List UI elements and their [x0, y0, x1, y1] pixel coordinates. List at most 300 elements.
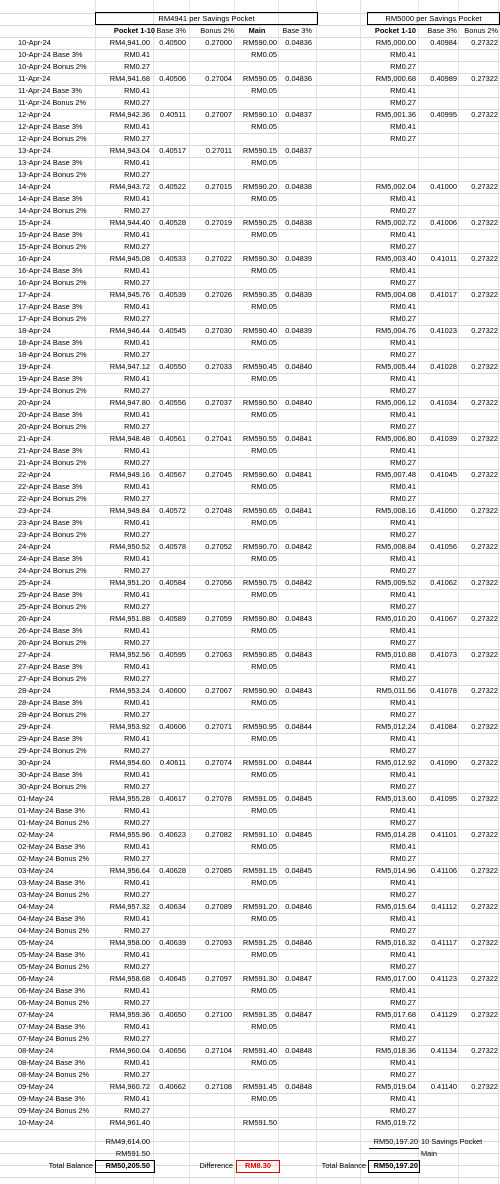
right-pocket-balance: RM5,010.20: [375, 614, 416, 623]
date-cell: 07-May-24: [18, 1010, 54, 1019]
right-pocket-balance: RM5,012.92: [375, 758, 416, 767]
bonus-row-suffix: Bonus 2%: [50, 278, 87, 287]
bonus-row-suffix: Bonus 2%: [53, 1070, 90, 1079]
bonus-row-label: [18, 925, 94, 937]
main-balance: RM590.20: [242, 182, 277, 191]
main-balance: RM590.15: [242, 146, 277, 155]
right-base-amount: RM0.41: [390, 986, 416, 995]
date-cell: 05-May-24: [18, 938, 54, 947]
base-main-amount: RM0.05: [251, 518, 277, 527]
pocket-balance: RM4,958.68: [109, 974, 150, 983]
pocket-base-interest: 0.40662: [159, 1082, 186, 1091]
right-base-interest: 0.40989: [430, 74, 457, 83]
pocket-bonus-interest: 0.27007: [205, 110, 232, 119]
right-bonus-amount: RM0.27: [390, 674, 416, 683]
main-balance: RM590.60: [242, 470, 277, 479]
right-bonus-interest: 0.27322: [471, 74, 498, 83]
date-cell: 08-May-24: [18, 1046, 54, 1055]
bonus-row-label: [18, 349, 94, 361]
pocket-base-interest: 0.40545: [159, 326, 186, 335]
base-main-amount: RM0.05: [251, 626, 277, 635]
pocket-balance: RM4,948.48: [109, 434, 150, 443]
bonus-pocket-amount: RM0.27: [124, 494, 150, 503]
main-balance: RM591.30: [242, 974, 277, 983]
bonus-row-date: 04-May-24: [18, 926, 54, 935]
base-row-suffix: Base 3%: [50, 338, 83, 347]
bonus-row-date: 25-Apr-24: [18, 602, 51, 611]
pocket-base-interest: 0.40528: [159, 218, 186, 227]
date-cell: 18-Apr-24: [18, 326, 51, 335]
right-base-interest: 0.41073: [430, 650, 457, 659]
right-bonus-amount: RM0.27: [390, 746, 416, 755]
pocket-balance: RM4,959.36: [109, 1010, 150, 1019]
pocket-base-interest: 0.40606: [159, 722, 186, 731]
main-balance: RM590.80: [242, 614, 277, 623]
pocket-balance: RM4,949.16: [109, 470, 150, 479]
column-gridline: [458, 0, 459, 1184]
pocket-bonus-interest: 0.27082: [205, 830, 232, 839]
pocket-bonus-interest: 0.27011: [205, 146, 232, 155]
base-row-label: [18, 481, 94, 493]
base-main-amount: RM0.05: [251, 410, 277, 419]
base-row-date: 27-Apr-24: [18, 662, 51, 671]
date-cell: 17-Apr-24: [18, 290, 51, 299]
base-row-label: [18, 337, 94, 349]
base-row-suffix: Base 3%: [50, 374, 83, 383]
right-bonus-amount: RM0.27: [390, 530, 416, 539]
base-pocket-amount: RM0.41: [124, 518, 150, 527]
date-cell: 21-Apr-24: [18, 434, 51, 443]
base-main-amount: RM0.05: [251, 698, 277, 707]
right-bonus-interest: 0.27322: [471, 686, 498, 695]
right-base-interest: 0.41006: [430, 218, 457, 227]
column-gridline: [153, 0, 154, 1184]
right-pocket-balance: RM5,016.32: [375, 938, 416, 947]
right-pocket-balance: RM5,017.00: [375, 974, 416, 983]
bonus-row-suffix: Bonus 2%: [53, 854, 90, 863]
date-cell: 12-Apr-24: [18, 110, 51, 119]
bonus-row-date: 06-May-24: [18, 998, 54, 1007]
pocket-bonus-interest: 0.27078: [205, 794, 232, 803]
bonus-pocket-amount: RM0.27: [124, 638, 150, 647]
right-bonus-interest: 0.27322: [471, 578, 498, 587]
bonus-pocket-amount: RM0.27: [124, 134, 150, 143]
left-pockets-total: RM49,614.00: [105, 1137, 150, 1146]
base-row-suffix: Base 3%: [50, 302, 83, 311]
bonus-row-label: [18, 1105, 94, 1117]
base-pocket-amount: RM0.41: [124, 266, 150, 275]
bonus-pocket-amount: RM0.27: [124, 962, 150, 971]
bonus-pocket-amount: RM0.27: [124, 98, 150, 107]
base-row-suffix: Base 3%: [50, 482, 83, 491]
pocket-base-interest: 0.40650: [159, 1010, 186, 1019]
right-base-interest: 0.41129: [430, 1010, 457, 1019]
right-pocket-balance: RM5,003.40: [375, 254, 416, 263]
pocket-base-interest: 0.40628: [159, 866, 186, 875]
right-base-amount: RM0.41: [390, 626, 416, 635]
right-pocket-balance: RM5,013.60: [375, 794, 416, 803]
base-pocket-amount: RM0.41: [124, 1094, 150, 1103]
pocket-base-interest: 0.40617: [159, 794, 186, 803]
pocket-balance: RM4,949.84: [109, 506, 150, 515]
right-base-interest: 0.41028: [430, 362, 457, 371]
pocket-base-interest: 0.40634: [159, 902, 186, 911]
base-row-suffix: Base 3%: [53, 1094, 85, 1103]
base-row-label: [18, 1057, 94, 1069]
pocket-base-interest: 0.40539: [159, 290, 186, 299]
right-base-interest: 0.41067: [430, 614, 457, 623]
base-row-date: 11-Apr-24: [18, 86, 51, 95]
base-row-label: [18, 805, 94, 817]
base-row-date: 12-Apr-24: [18, 122, 51, 131]
right-base-interest: 0.41011: [430, 254, 457, 263]
bonus-row-label: [18, 97, 94, 109]
base-row-suffix: Base 3%: [50, 698, 83, 707]
pocket-bonus-interest: 0.27041: [205, 434, 232, 443]
pocket-bonus-interest: 0.27037: [205, 398, 232, 407]
right-pocket-balance: RM5,002.72: [375, 218, 416, 227]
left-group-title: RM4941 per Savings Pocket: [95, 12, 318, 25]
right-bonus-amount: RM0.27: [390, 278, 416, 287]
base-row-date: 05-May-24: [18, 950, 54, 959]
column-gridline: [278, 0, 279, 1184]
right-bonus-amount: RM0.27: [390, 134, 416, 143]
bonus-row-suffix: Bonus 2%: [50, 350, 87, 359]
pocket-bonus-interest: 0.27045: [205, 470, 232, 479]
bonus-row-date: 10-Apr-24: [18, 62, 51, 71]
base-pocket-amount: RM0.41: [124, 950, 150, 959]
bonus-pocket-amount: RM0.27: [124, 458, 150, 467]
pocket-bonus-interest: 0.27015: [205, 182, 232, 191]
base-row-label: [18, 913, 94, 925]
base-row-label: [18, 1093, 94, 1105]
right-bonus-interest: 0.27322: [471, 362, 498, 371]
bonus-row-label: [18, 205, 94, 217]
bonus-pocket-amount: RM0.27: [124, 746, 150, 755]
bonus-row-date: 24-Apr-24: [18, 566, 51, 575]
base-row-label: [18, 409, 94, 421]
right-base-amount: RM0.41: [390, 1022, 416, 1031]
main-balance: RM591.40: [242, 1046, 277, 1055]
bonus-row-date: 09-May-24: [18, 1106, 54, 1115]
pocket-base-interest: 0.40623: [159, 830, 186, 839]
base-main-amount: RM0.05: [251, 302, 277, 311]
base-row-label: [18, 373, 94, 385]
main-balance: RM590.45: [242, 362, 277, 371]
pocket-base-interest: 0.40639: [159, 938, 186, 947]
pocket-bonus-interest: 0.27048: [205, 506, 232, 515]
pocket-base-interest: 0.40517: [159, 146, 186, 155]
right-bonus-amount: RM0.27: [390, 566, 416, 575]
bonus-row-date: 15-Apr-24: [18, 242, 51, 251]
right-bonus-amount: RM0.27: [390, 386, 416, 395]
right-base-amount: RM0.41: [390, 554, 416, 563]
main-base-interest: 0.04839: [285, 290, 312, 299]
date-cell: 06-May-24: [18, 974, 54, 983]
pocket-base-interest: 0.40550: [159, 362, 186, 371]
main-base-interest: 0.04843: [285, 650, 312, 659]
right-bonus-interest: 0.27322: [471, 290, 498, 299]
right-bonus-amount: RM0.27: [390, 206, 416, 215]
right-base-amount: RM0.41: [390, 266, 416, 275]
right-bonus-amount: RM0.27: [390, 854, 416, 863]
bonus-row-label: [18, 133, 94, 145]
bonus-row-suffix: Bonus 2%: [50, 674, 87, 683]
base-pocket-amount: RM0.41: [124, 374, 150, 383]
main-balance: RM590.90: [242, 686, 277, 695]
base-row-date: 26-Apr-24: [18, 626, 51, 635]
main-base-interest: 0.04841: [285, 434, 312, 443]
date-cell: 09-May-24: [18, 1082, 54, 1091]
right-bonus-amount: RM0.27: [390, 638, 416, 647]
right-base-interest: 0.41050: [430, 506, 457, 515]
bonus-pocket-amount: RM0.27: [124, 422, 150, 431]
right-base-interest: 0.40984: [430, 38, 457, 47]
base-row-date: 21-Apr-24: [18, 446, 51, 455]
main-base-interest: 0.04838: [285, 218, 312, 227]
bonus-row-date: 18-Apr-24: [18, 350, 51, 359]
header-right-bonus: Bonus 2%: [464, 26, 498, 35]
bonus-row-suffix: Bonus 2%: [50, 782, 87, 791]
pocket-balance: RM4,957.32: [109, 902, 150, 911]
base-main-amount: RM0.05: [251, 734, 277, 743]
row-gridline: [0, 1129, 500, 1130]
bonus-row-suffix: Bonus 2%: [50, 710, 87, 719]
right-bonus-interest: [459, 145, 498, 157]
bonus-row-label: [18, 853, 94, 865]
bonus-row-suffix: Bonus 2%: [50, 134, 87, 143]
right-base-amount: RM0.41: [390, 302, 416, 311]
right-bonus-amount: RM0.27: [390, 1106, 416, 1115]
base-pocket-amount: RM0.41: [124, 50, 150, 59]
main-base-interest: 0.04844: [285, 722, 312, 731]
header-left-base: Base 3%: [156, 26, 186, 35]
right-bonus-interest: 0.27322: [471, 794, 498, 803]
bonus-row-suffix: Bonus 2%: [50, 62, 87, 71]
bonus-row-date: 27-Apr-24: [18, 674, 51, 683]
main-balance: RM590.85: [242, 650, 277, 659]
date-cell: 30-Apr-24: [18, 758, 51, 767]
main-base-interest: 0.04841: [285, 470, 312, 479]
main-base-interest: 0.04842: [285, 578, 312, 587]
main-balance: RM590.70: [242, 542, 277, 551]
main-base-interest: 0.04836: [285, 38, 312, 47]
right-bonus-amount: RM0.27: [390, 494, 416, 503]
base-row-date: 23-Apr-24: [18, 518, 51, 527]
pocket-base-interest: 0.40522: [159, 182, 186, 191]
right-total-top: RM50,197.20: [373, 1137, 418, 1146]
bonus-row-date: 03-May-24: [18, 890, 54, 899]
main-balance: RM591.20: [242, 902, 277, 911]
right-base-amount: RM0.41: [390, 446, 416, 455]
column-gridline: [316, 0, 317, 1184]
bonus-row-date: 07-May-24: [18, 1034, 54, 1043]
right-pocket-balance: RM5,005.44: [375, 362, 416, 371]
right-bonus-amount: RM0.27: [390, 458, 416, 467]
bonus-row-date: 26-Apr-24: [18, 638, 51, 647]
base-row-suffix: Base 3%: [53, 914, 85, 923]
main-balance: RM590.35: [242, 290, 277, 299]
bonus-row-suffix: Bonus 2%: [53, 1106, 90, 1115]
bonus-row-suffix: Bonus 2%: [53, 890, 90, 899]
pocket-balance: RM4,945.08: [109, 254, 150, 263]
main-base-interest: 0.04845: [285, 830, 312, 839]
bonus-row-label: [18, 997, 94, 1009]
right-bonus-amount: RM0.27: [390, 926, 416, 935]
right-bonus-interest: 0.27322: [471, 758, 498, 767]
base-pocket-amount: RM0.41: [124, 770, 150, 779]
main-base-interest: 0.04838: [285, 182, 312, 191]
pocket-balance: RM4,954.60: [109, 758, 150, 767]
pocket-base-interest: 0.40556: [159, 398, 186, 407]
date-cell: 13-Apr-24: [18, 146, 51, 155]
bonus-row-label: [18, 1069, 94, 1081]
base-row-date: 29-Apr-24: [18, 734, 51, 743]
main-balance: RM590.65: [242, 506, 277, 515]
main-base-interest: 0.04840: [285, 398, 312, 407]
right-bonus-interest: 0.27322: [471, 902, 498, 911]
pocket-bonus-interest: 0.27033: [205, 362, 232, 371]
bonus-pocket-amount: RM0.27: [124, 1034, 150, 1043]
base-row-date: 19-Apr-24: [18, 374, 51, 383]
pocket-bonus-interest: 0.27089: [205, 902, 232, 911]
base-pocket-amount: RM0.41: [124, 410, 150, 419]
pocket-bonus-interest: 0.27067: [205, 686, 232, 695]
right-sum-underline: [369, 1148, 419, 1149]
right-note-savings: 10 Savings Pocket: [421, 1137, 483, 1146]
base-main-amount: RM0.05: [251, 158, 277, 167]
base-pocket-amount: RM0.41: [124, 662, 150, 671]
column-gridline: [189, 0, 190, 1184]
right-base-amount: RM0.41: [390, 806, 416, 815]
bonus-row-label: [18, 601, 94, 613]
header-right-pocket: Pocket 1-10: [374, 26, 416, 35]
right-base-amount: RM0.41: [390, 482, 416, 491]
bonus-row-date: 02-May-24: [18, 854, 54, 863]
right-bonus-amount: RM0.27: [390, 782, 416, 791]
bonus-row-suffix: Bonus 2%: [50, 170, 87, 179]
pocket-balance: RM4,956.64: [109, 866, 150, 875]
pocket-balance: RM4,946.44: [109, 326, 150, 335]
bonus-row-label: [18, 889, 94, 901]
base-main-amount: RM0.05: [251, 50, 277, 59]
base-pocket-amount: RM0.41: [124, 842, 150, 851]
right-bonus-interest: 0.27322: [471, 218, 498, 227]
bonus-row-date: 30-Apr-24: [18, 782, 51, 791]
base-main-amount: RM0.05: [251, 194, 277, 203]
bonus-pocket-amount: RM0.27: [124, 530, 150, 539]
base-row-date: 02-May-24: [18, 842, 54, 851]
right-pocket-balance: RM5,017.68: [375, 1010, 416, 1019]
main-base-interest: 0.04840: [285, 362, 312, 371]
right-pocket-balance: [362, 145, 416, 157]
bonus-row-date: 17-Apr-24: [18, 314, 51, 323]
right-base-interest: 0.41039: [430, 434, 457, 443]
base-row-label: [18, 445, 94, 457]
bonus-row-date: 20-Apr-24: [18, 422, 51, 431]
bonus-row-suffix: Bonus 2%: [53, 926, 90, 935]
bonus-row-date: 22-Apr-24: [18, 494, 51, 503]
pocket-balance: RM4,958.00: [109, 938, 150, 947]
right-base-interest: 0.41140: [430, 1082, 457, 1091]
difference-value: RM8.30: [245, 1161, 271, 1170]
pocket-balance: RM4,955.28: [109, 794, 150, 803]
right-base-amount: RM0.41: [390, 518, 416, 527]
right-bonus-amount: RM0.27: [390, 1034, 416, 1043]
base-row-suffix: Base 3%: [50, 122, 83, 131]
date-cell: 24-Apr-24: [18, 542, 51, 551]
main-balance: RM590.95: [242, 722, 277, 731]
base-main-amount: RM0.05: [251, 86, 277, 95]
pocket-base-interest: 0.40500: [159, 38, 186, 47]
right-total-balance-label: Total Balance: [321, 1161, 366, 1170]
bonus-row-label: [18, 421, 94, 433]
main-balance: RM590.55: [242, 434, 277, 443]
header-main: Main: [248, 26, 266, 35]
base-pocket-amount: RM0.41: [124, 158, 150, 167]
right-base-interest: 0.40995: [430, 110, 457, 119]
right-pocket-balance: RM5,018.36: [375, 1046, 416, 1055]
main-base-interest: 0.04845: [285, 866, 312, 875]
base-main-amount: RM0.05: [251, 914, 277, 923]
bonus-row-suffix: Bonus 2%: [50, 458, 87, 467]
main-base-interest: 0.04839: [285, 254, 312, 263]
pocket-bonus-interest: 0.27052: [205, 542, 232, 551]
pocket-balance: RM4,944.40: [109, 218, 150, 227]
main-base-interest: 0.04841: [285, 506, 312, 515]
right-pocket-balance: RM5,014.28: [375, 830, 416, 839]
date-cell: 27-Apr-24: [18, 650, 51, 659]
right-bonus-amount: RM0.27: [390, 242, 416, 251]
right-base-interest: 0.41084: [430, 722, 457, 731]
right-bonus-amount: RM0.27: [390, 62, 416, 71]
main-balance: RM590.10: [242, 110, 277, 119]
right-base-interest: 0.41062: [430, 578, 457, 587]
base-pocket-amount: RM0.41: [124, 302, 150, 311]
base-row-suffix: Base 3%: [53, 878, 85, 887]
base-row-suffix: Base 3%: [50, 230, 83, 239]
right-bonus-interest: 0.27322: [471, 1082, 498, 1091]
bonus-row-suffix: Bonus 2%: [53, 1034, 90, 1043]
right-base-interest: 0.41123: [430, 974, 457, 983]
pocket-bonus-interest: 0.27000: [205, 38, 232, 47]
base-row-date: 10-Apr-24: [18, 50, 51, 59]
pocket-base-interest: 0.40567: [159, 470, 186, 479]
right-bonus-amount: RM0.27: [390, 710, 416, 719]
base-row-suffix: Base 3%: [50, 734, 83, 743]
left-total-balance: RM50,205.50: [105, 1161, 150, 1170]
base-main-amount: RM0.05: [251, 446, 277, 455]
pocket-base-interest: 0.40584: [159, 578, 186, 587]
bonus-row-label: [18, 961, 94, 973]
bonus-row-date: 16-Apr-24: [18, 278, 51, 287]
right-base-interest: 0.41017: [430, 290, 457, 299]
base-row-date: 07-May-24: [18, 1022, 54, 1031]
base-row-label: [18, 589, 94, 601]
base-row-suffix: Base 3%: [53, 1058, 85, 1067]
right-bonus-amount: RM0.27: [390, 962, 416, 971]
pocket-bonus-interest: 0.27030: [205, 326, 232, 335]
main-balance: RM590.50: [242, 398, 277, 407]
right-base-amount: RM0.41: [390, 230, 416, 239]
base-row-date: 14-Apr-24: [18, 194, 51, 203]
main-base-interest: 0.04844: [285, 758, 312, 767]
date-cell: 10-May-24: [18, 1118, 54, 1127]
date-cell: 04-May-24: [18, 902, 54, 911]
base-row-date: 17-Apr-24: [18, 302, 51, 311]
base-pocket-amount: RM0.41: [124, 734, 150, 743]
base-pocket-amount: RM0.41: [124, 554, 150, 563]
